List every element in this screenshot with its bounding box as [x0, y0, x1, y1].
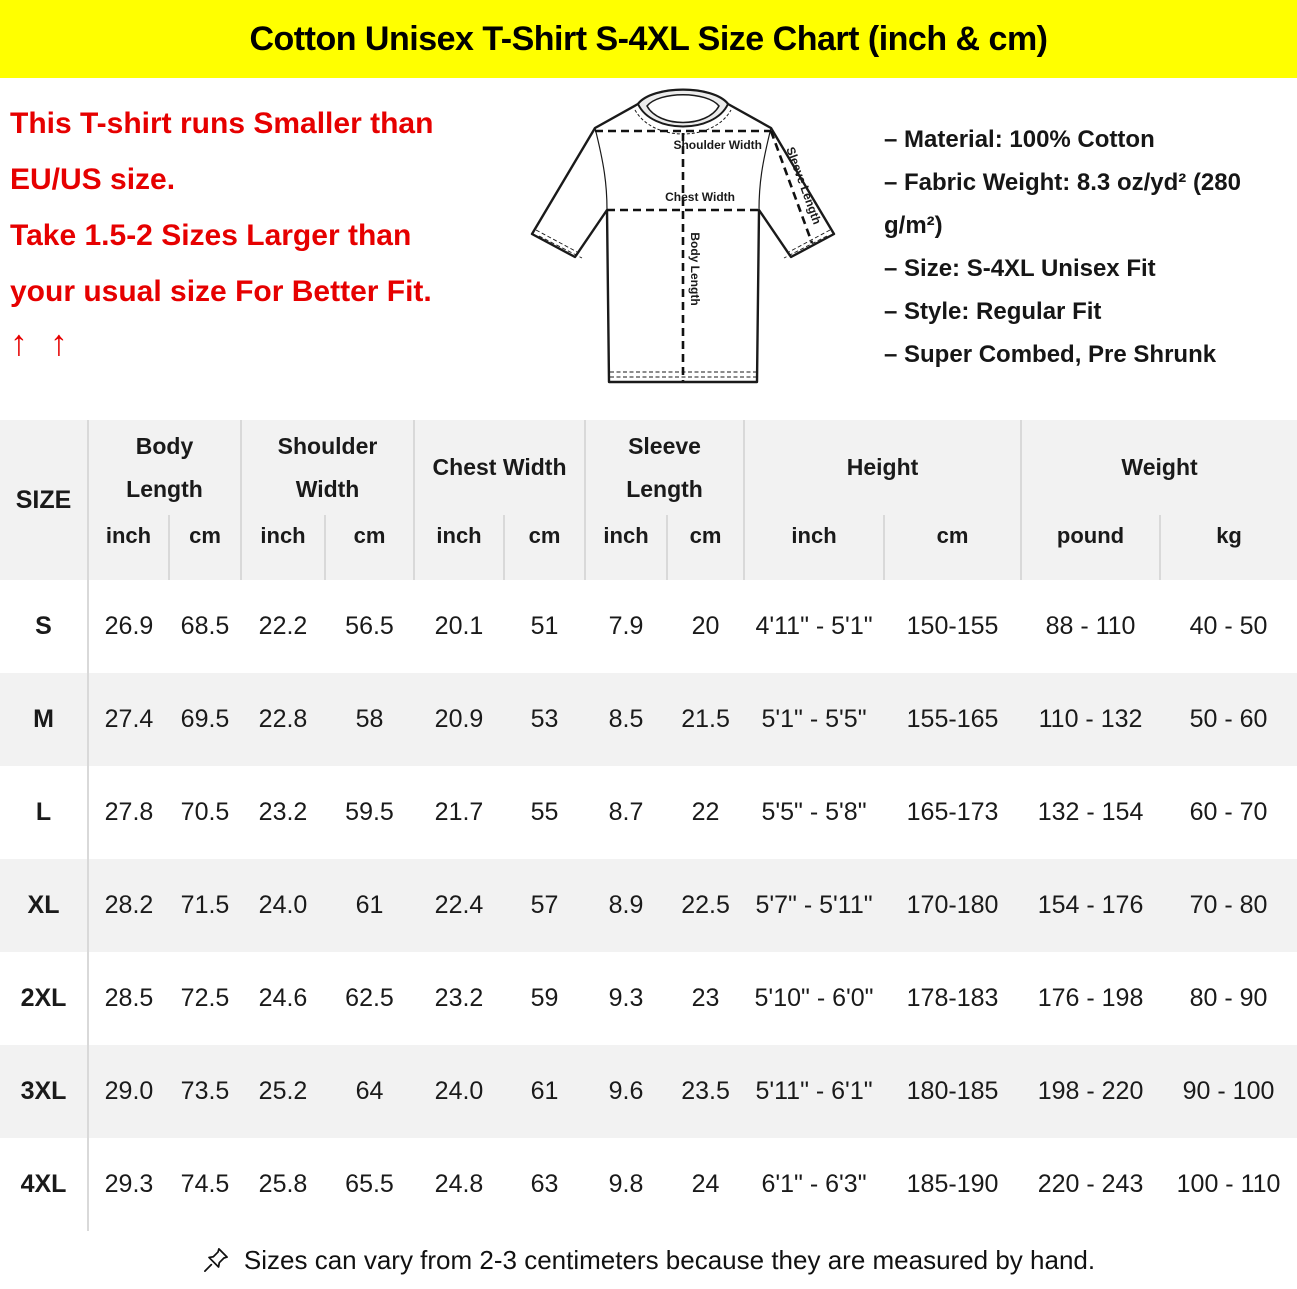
value-cell: 22.4 — [434, 891, 484, 919]
value-cell: 26.9 — [104, 612, 154, 640]
value-cell: 8.7 — [608, 798, 644, 826]
unit-header: inch — [88, 515, 169, 580]
value-cell: 73.5 — [180, 1077, 230, 1105]
value-cell: 178-183 — [906, 984, 999, 1012]
value-cell: 185-190 — [906, 1170, 999, 1198]
sleeve-length-label: Sleeve Length — [783, 145, 825, 227]
value-cell: 24 — [691, 1170, 720, 1198]
table-row — [0, 673, 1297, 766]
table-row — [0, 859, 1297, 952]
value-cell: 63 — [530, 1170, 559, 1198]
value-cell: 150-155 — [906, 612, 999, 640]
size-cell: XL — [0, 859, 88, 952]
size-table-body — [0, 580, 1297, 1231]
value-cell: 22.8 — [258, 705, 308, 733]
value-cell: 20.1 — [434, 612, 484, 640]
value-cell: 4'11" - 5'1" — [755, 612, 873, 640]
value-cell: 60 - 70 — [1189, 798, 1268, 826]
size-cell: 3XL — [0, 1045, 88, 1138]
value-cell: 5'11" - 6'1" — [755, 1077, 873, 1105]
value-cell: 55 — [530, 798, 559, 826]
column-group-sleeve-length: Sleeve Length — [585, 420, 744, 515]
value-cell: 29.3 — [104, 1170, 154, 1198]
value-cell: 71.5 — [180, 891, 230, 919]
footer-note-text: Sizes can vary from 2-3 centimeters because they are measured by hand. — [243, 1244, 1096, 1275]
footer-note — [0, 1231, 1297, 1289]
value-cell: 40 - 50 — [1189, 612, 1268, 640]
value-cell: 27.4 — [104, 705, 154, 733]
value-cell: 110 - 132 — [1038, 705, 1143, 733]
value-cell: 100 - 110 — [1176, 1170, 1281, 1198]
value-cell: 61 — [530, 1077, 559, 1105]
value-cell: 62.5 — [345, 984, 394, 1012]
column-group-body-length: Body Length — [88, 420, 241, 515]
body-length-label: Body Length — [688, 232, 702, 306]
value-cell: 29.0 — [104, 1077, 154, 1105]
table-row — [0, 1138, 1297, 1231]
value-cell: 9.8 — [608, 1170, 644, 1198]
column-group-weight: Weight — [1021, 420, 1297, 515]
value-cell: 154 - 176 — [1037, 891, 1144, 919]
spec-item: – Fabric Weight: 8.3 oz/yd² (280 g/m²) — [884, 169, 1241, 239]
value-cell: 65.5 — [345, 1170, 394, 1198]
shoulder-width-label: Shoulder Width — [673, 138, 762, 152]
spec-item: – Size: S-4XL Unisex Fit — [884, 255, 1156, 282]
value-cell: 24.0 — [258, 891, 308, 919]
value-cell: 8.5 — [608, 705, 644, 733]
warning-line: your usual size For Better Fit. — [10, 275, 432, 308]
value-cell: 132 - 154 — [1037, 798, 1144, 826]
size-cell: 4XL — [0, 1138, 88, 1231]
value-cell: 59 — [530, 984, 559, 1012]
value-cell: 22.2 — [258, 612, 308, 640]
value-cell: 64 — [355, 1077, 384, 1105]
size-chart-table — [0, 420, 1297, 1231]
up-arrows-icon: ↑ ↑ — [10, 322, 75, 363]
unit-header: inch — [585, 515, 667, 580]
value-cell: 58 — [355, 705, 384, 733]
value-cell: 20.9 — [434, 705, 484, 733]
size-cell: M — [0, 673, 88, 766]
value-cell: 23.2 — [434, 984, 484, 1012]
unit-header: pound — [1021, 515, 1160, 580]
value-cell: 28.2 — [104, 891, 154, 919]
unit-header: kg — [1160, 515, 1297, 580]
value-cell: 155-165 — [906, 705, 999, 733]
value-cell: 23.2 — [258, 798, 308, 826]
column-group-chest-width: Chest Width — [414, 420, 585, 515]
value-cell: 170-180 — [906, 891, 999, 919]
size-cell: 2XL — [0, 952, 88, 1045]
unit-header: inch — [414, 515, 504, 580]
value-cell: 25.8 — [258, 1170, 308, 1198]
value-cell: 21.7 — [434, 798, 484, 826]
warning-line: Take 1.5-2 Sizes Larger than — [10, 219, 412, 252]
tshirt-drawing-icon — [503, 84, 865, 416]
unit-header: cm — [325, 515, 414, 580]
value-cell: 27.8 — [104, 798, 154, 826]
intro-section — [0, 78, 1297, 420]
spec-item: – Super Combed, Pre Shrunk — [884, 341, 1217, 368]
column-group-shoulder-width: Shoulder Width — [241, 420, 414, 515]
size-cell: S — [0, 580, 88, 673]
value-cell: 74.5 — [180, 1170, 230, 1198]
value-cell: 22 — [691, 798, 720, 826]
value-cell: 7.9 — [608, 612, 644, 640]
value-cell: 61 — [355, 891, 384, 919]
value-cell: 53 — [530, 705, 559, 733]
value-cell: 6'1" - 6'3" — [761, 1170, 867, 1198]
unit-header: cm — [667, 515, 744, 580]
unit-header: cm — [884, 515, 1021, 580]
table-row — [0, 580, 1297, 673]
value-cell: 22.5 — [681, 891, 730, 919]
value-cell: 70.5 — [180, 798, 230, 826]
value-cell: 24.0 — [434, 1077, 484, 1105]
unit-header: cm — [169, 515, 241, 580]
value-cell: 198 - 220 — [1037, 1077, 1144, 1105]
size-cell: L — [0, 766, 88, 859]
page-title: Cotton Unisex T-Shirt S-4XL Size Chart (inch & cm) — [249, 19, 1048, 58]
value-cell: 24.8 — [434, 1170, 484, 1198]
value-cell: 88 - 110 — [1045, 612, 1136, 640]
warning-line: EU/US size. — [10, 163, 176, 196]
value-cell: 25.2 — [258, 1077, 308, 1105]
column-header-size: SIZE — [0, 420, 88, 580]
spec-item: – Style: Regular Fit — [884, 298, 1102, 325]
value-cell: 51 — [530, 612, 559, 640]
value-cell: 23 — [691, 984, 720, 1012]
value-cell: 24.6 — [258, 984, 308, 1012]
value-cell: 72.5 — [180, 984, 230, 1012]
value-cell: 8.9 — [608, 891, 644, 919]
value-cell: 9.3 — [608, 984, 644, 1012]
product-specs-list — [884, 118, 1296, 376]
value-cell: 57 — [530, 891, 559, 919]
table-row — [0, 952, 1297, 1045]
unit-header: inch — [241, 515, 325, 580]
tshirt-measurement-diagram — [503, 84, 865, 421]
value-cell: 9.6 — [608, 1077, 644, 1105]
column-group-height: Height — [744, 420, 1021, 515]
value-cell: 20 — [691, 612, 720, 640]
value-cell: 69.5 — [180, 705, 230, 733]
value-cell: 68.5 — [180, 612, 230, 640]
table-row — [0, 1045, 1297, 1138]
value-cell: 90 - 100 — [1182, 1077, 1275, 1105]
value-cell: 80 - 90 — [1189, 984, 1268, 1012]
value-cell: 56.5 — [345, 612, 394, 640]
value-cell: 50 - 60 — [1189, 705, 1268, 733]
value-cell: 59.5 — [345, 798, 394, 826]
unit-header: inch — [744, 515, 884, 580]
value-cell: 21.5 — [681, 705, 730, 733]
table-header — [0, 420, 1297, 580]
value-cell: 5'10" - 6'0" — [754, 984, 874, 1012]
chest-width-label: Chest Width — [665, 190, 735, 204]
unit-header: cm — [504, 515, 585, 580]
value-cell: 220 - 243 — [1037, 1170, 1144, 1198]
value-cell: 28.5 — [104, 984, 154, 1012]
spec-item: – Material: 100% Cotton — [884, 126, 1155, 153]
value-cell: 180-185 — [906, 1077, 999, 1105]
value-cell: 5'5" - 5'8" — [761, 798, 867, 826]
value-cell: 70 - 80 — [1189, 891, 1268, 919]
value-cell: 176 - 198 — [1037, 984, 1144, 1012]
sizing-warning — [10, 96, 502, 366]
pushpin-icon — [202, 1246, 230, 1274]
warning-line: This T-shirt runs Smaller than — [10, 107, 434, 140]
value-cell: 5'1" - 5'5" — [761, 705, 867, 733]
value-cell: 165-173 — [906, 798, 999, 826]
value-cell: 23.5 — [681, 1077, 730, 1105]
table-row — [0, 766, 1297, 859]
value-cell: 5'7" - 5'11" — [755, 891, 873, 919]
title-banner — [0, 0, 1297, 78]
